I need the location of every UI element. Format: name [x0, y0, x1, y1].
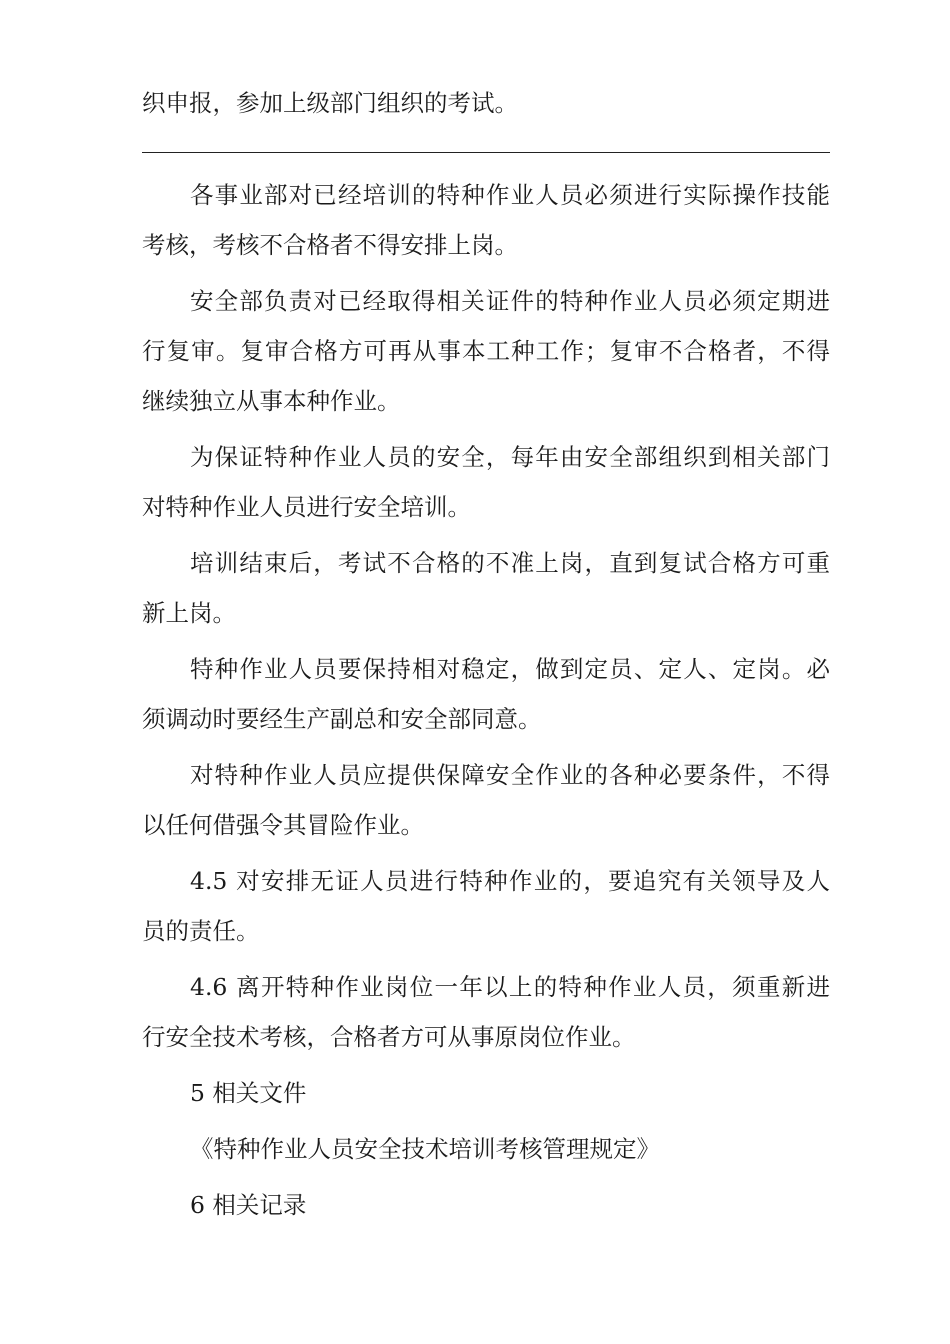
paragraph-line: 考核，考核不合格者不得安排上岗。: [142, 231, 518, 259]
paragraph: [142, 170, 830, 270]
paragraph-line: 行复审。复审合格方可再从事本工种工作；复审不合格者，不得: [142, 337, 830, 365]
carry-over-line: 织申报，参加上级部门组织的考试。: [142, 89, 518, 117]
paragraph-line: 《特种作业人员安全技术培训考核管理规定》: [190, 1135, 660, 1163]
paragraph: [142, 432, 830, 532]
paragraph-line: 以任何借强令其冒险作业。: [142, 811, 424, 839]
paragraph-line: 4.5 对安排无证人员进行特种作业的，要追究有关领导及人: [190, 867, 830, 895]
paragraph-line: 新上岗。: [142, 599, 236, 627]
paragraph-line: 对特种作业人员应提供保障安全作业的各种必要条件，不得: [190, 761, 830, 789]
paragraph: [142, 644, 830, 744]
paragraph: [142, 750, 830, 850]
paragraph-line: 特种作业人员要保持相对稳定，做到定员、定人、定岗。必: [190, 655, 830, 683]
paragraph-line: 6 相关记录: [190, 1191, 307, 1219]
paragraph-line: 继续独立从事本种作业。: [142, 387, 401, 415]
paragraph-line: 须调动时要经生产副总和安全部同意。: [142, 705, 542, 733]
paragraph: [142, 1180, 830, 1230]
paragraph-line: 培训结束后，考试不合格的不准上岗，直到复试合格方可重: [190, 549, 830, 577]
paragraph-line: 对特种作业人员进行安全培训。: [142, 493, 471, 521]
paragraph-line: 安全部负责对已经取得相关证件的特种作业人员必须定期进: [190, 287, 830, 315]
paragraph-line: 行安全技术考核，合格者方可从事原岗位作业。: [142, 1023, 636, 1051]
paragraph-line: 员的责任。: [142, 917, 260, 945]
paragraph-line: 各事业部对已经培训的特种作业人员必须进行实际操作技能: [190, 181, 830, 209]
document-body: [142, 170, 830, 1236]
header-divider: [142, 152, 830, 153]
paragraph: [142, 962, 830, 1062]
paragraph: [142, 276, 830, 426]
paragraph: [142, 856, 830, 956]
paragraph: [142, 1068, 830, 1118]
paragraph-line: 为保证特种作业人员的安全，每年由安全部组织到相关部门: [190, 443, 830, 471]
paragraph-line: 4.6 离开特种作业岗位一年以上的特种作业人员，须重新进: [190, 973, 830, 1001]
paragraph-line: 5 相关文件: [190, 1079, 307, 1107]
paragraph: [142, 1124, 830, 1174]
paragraph: [142, 538, 830, 638]
